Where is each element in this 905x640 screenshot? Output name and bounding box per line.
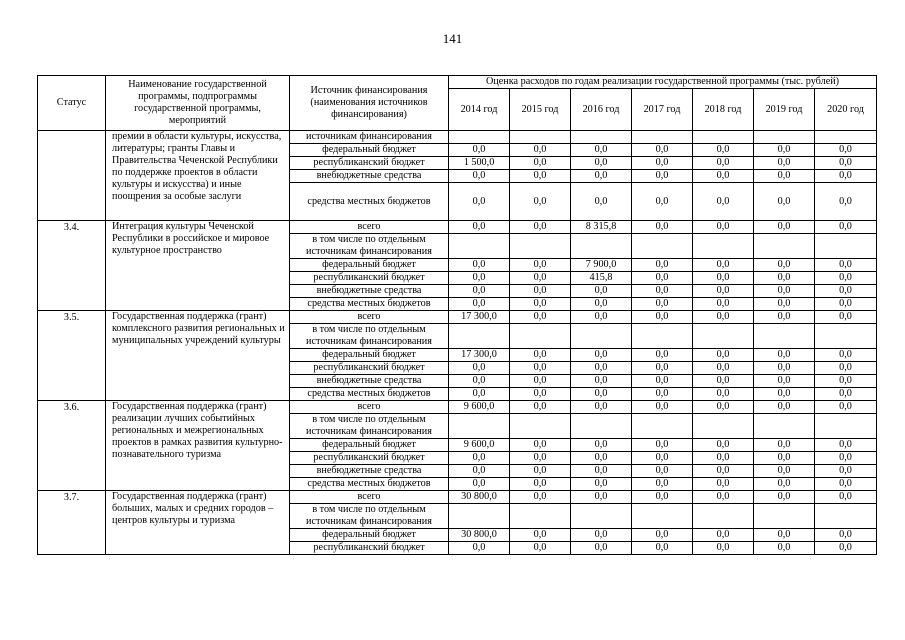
- value-cell: 0,0: [571, 144, 632, 157]
- value-cell: [632, 234, 693, 259]
- value-cell: [815, 324, 877, 349]
- value-cell: [571, 414, 632, 439]
- measure-name-cell: Государственная поддержка (грант) реализации лучших событийных региональных и межрегиональных проектов в рамках развития культурно-познавательного туризма: [106, 401, 290, 491]
- value-cell: 0,0: [449, 170, 510, 183]
- value-cell: 0,0: [754, 375, 815, 388]
- table-body: [38, 131, 877, 555]
- value-cell: 0,0: [632, 401, 693, 414]
- value-cell: 7 900,0: [571, 259, 632, 272]
- measure-name-cell: Государственная поддержка (грант) комплексного развития региональных и муниципальных учреждений культуры: [106, 311, 290, 401]
- value-cell: 0,0: [754, 388, 815, 401]
- value-cell: 0,0: [815, 349, 877, 362]
- value-cell: 0,0: [571, 285, 632, 298]
- value-cell: 0,0: [571, 362, 632, 375]
- value-cell: 0,0: [510, 170, 571, 183]
- funding-source-cell: федеральный бюджет: [290, 259, 449, 272]
- value-cell: 0,0: [510, 349, 571, 362]
- value-cell: 0,0: [754, 529, 815, 542]
- value-cell: 0,0: [693, 542, 754, 555]
- budget-table: [37, 75, 877, 555]
- value-cell: 0,0: [632, 349, 693, 362]
- header-estimate: Оценка расходов по годам реализации государственной программы (тыс. рублей): [449, 76, 877, 89]
- value-cell: 0,0: [632, 272, 693, 285]
- value-cell: 0,0: [754, 272, 815, 285]
- funding-source-cell: средства местных бюджетов: [290, 388, 449, 401]
- funding-source-cell: республиканский бюджет: [290, 157, 449, 170]
- value-cell: 0,0: [693, 157, 754, 170]
- value-cell: 0,0: [449, 542, 510, 555]
- status-cell: 3.6.: [38, 401, 106, 491]
- header-year: 2020 год: [815, 89, 877, 131]
- value-cell: 0,0: [632, 183, 693, 221]
- value-cell: 0,0: [632, 259, 693, 272]
- value-cell: 0,0: [632, 465, 693, 478]
- value-cell: 0,0: [693, 362, 754, 375]
- table-row: [38, 491, 877, 504]
- header-year: 2016 год: [571, 89, 632, 131]
- value-cell: 0,0: [510, 285, 571, 298]
- value-cell: 0,0: [754, 452, 815, 465]
- value-cell: 30 800,0: [449, 491, 510, 504]
- value-cell: 0,0: [815, 183, 877, 221]
- value-cell: 0,0: [632, 362, 693, 375]
- funding-source-cell: в том числе по отдельным источникам финансирования: [290, 324, 449, 349]
- value-cell: 0,0: [693, 285, 754, 298]
- value-cell: 1 500,0: [449, 157, 510, 170]
- value-cell: 0,0: [632, 491, 693, 504]
- value-cell: 0,0: [815, 157, 877, 170]
- value-cell: 0,0: [571, 491, 632, 504]
- measure-name-cell: премии в области культуры, искусства, литературы; гранты Главы и Правительства Чеченской Республики по поддержке проектов в области культуры и искусства) и иные поощрения за особые заслуги: [106, 131, 290, 221]
- value-cell: [510, 414, 571, 439]
- value-cell: [815, 131, 877, 144]
- funding-source-cell: внебюджетные средства: [290, 375, 449, 388]
- funding-source-cell: внебюджетные средства: [290, 170, 449, 183]
- value-cell: 0,0: [510, 542, 571, 555]
- value-cell: 0,0: [510, 157, 571, 170]
- value-cell: 0,0: [815, 285, 877, 298]
- value-cell: 0,0: [632, 221, 693, 234]
- value-cell: 0,0: [754, 542, 815, 555]
- header-year: 2018 год: [693, 89, 754, 131]
- funding-source-cell: республиканский бюджет: [290, 452, 449, 465]
- value-cell: 0,0: [632, 170, 693, 183]
- table-row: [38, 311, 877, 324]
- status-cell: 3.4.: [38, 221, 106, 311]
- value-cell: [754, 131, 815, 144]
- value-cell: 0,0: [510, 452, 571, 465]
- value-cell: [754, 234, 815, 259]
- value-cell: 0,0: [693, 183, 754, 221]
- value-cell: 0,0: [449, 465, 510, 478]
- value-cell: 0,0: [693, 298, 754, 311]
- funding-source-cell: в том числе по отдельным источникам финансирования: [290, 234, 449, 259]
- value-cell: 0,0: [693, 259, 754, 272]
- value-cell: 0,0: [632, 542, 693, 555]
- value-cell: 0,0: [815, 401, 877, 414]
- funding-source-cell: республиканский бюджет: [290, 272, 449, 285]
- value-cell: 0,0: [449, 285, 510, 298]
- value-cell: 0,0: [510, 491, 571, 504]
- value-cell: 0,0: [693, 401, 754, 414]
- value-cell: 0,0: [571, 388, 632, 401]
- funding-source-cell: республиканский бюджет: [290, 362, 449, 375]
- value-cell: 0,0: [693, 311, 754, 324]
- value-cell: 0,0: [693, 465, 754, 478]
- value-cell: 0,0: [754, 491, 815, 504]
- funding-source-cell: источникам финансирования: [290, 131, 449, 144]
- value-cell: 0,0: [632, 439, 693, 452]
- funding-source-cell: внебюджетные средства: [290, 285, 449, 298]
- value-cell: 0,0: [632, 529, 693, 542]
- value-cell: 0,0: [693, 388, 754, 401]
- header-year: 2015 год: [510, 89, 571, 131]
- value-cell: [632, 414, 693, 439]
- value-cell: [571, 324, 632, 349]
- value-cell: [693, 131, 754, 144]
- value-cell: 0,0: [632, 388, 693, 401]
- value-cell: 0,0: [815, 144, 877, 157]
- status-cell: 3.5.: [38, 311, 106, 401]
- value-cell: [449, 504, 510, 529]
- value-cell: 0,0: [632, 298, 693, 311]
- value-cell: [693, 414, 754, 439]
- funding-source-cell: всего: [290, 221, 449, 234]
- value-cell: 0,0: [815, 221, 877, 234]
- value-cell: [815, 504, 877, 529]
- value-cell: [754, 504, 815, 529]
- value-cell: [449, 414, 510, 439]
- value-cell: [632, 131, 693, 144]
- value-cell: 0,0: [815, 311, 877, 324]
- funding-source-cell: в том числе по отдельным источникам финансирования: [290, 414, 449, 439]
- value-cell: [571, 504, 632, 529]
- value-cell: 0,0: [754, 221, 815, 234]
- value-cell: 9 600,0: [449, 401, 510, 414]
- value-cell: 0,0: [510, 311, 571, 324]
- value-cell: 0,0: [571, 542, 632, 555]
- value-cell: 0,0: [754, 349, 815, 362]
- value-cell: [754, 324, 815, 349]
- value-cell: 0,0: [815, 298, 877, 311]
- value-cell: [815, 414, 877, 439]
- value-cell: 0,0: [754, 157, 815, 170]
- value-cell: 0,0: [449, 375, 510, 388]
- header-year: 2017 год: [632, 89, 693, 131]
- value-cell: 0,0: [449, 388, 510, 401]
- value-cell: 0,0: [754, 144, 815, 157]
- value-cell: 0,0: [571, 170, 632, 183]
- value-cell: [632, 504, 693, 529]
- value-cell: 0,0: [815, 491, 877, 504]
- value-cell: 0,0: [815, 388, 877, 401]
- value-cell: [510, 324, 571, 349]
- value-cell: 8 315,8: [571, 221, 632, 234]
- header-year: 2014 год: [449, 89, 510, 131]
- header-source: Источник финансирования (наименования источников финансирования): [290, 76, 449, 131]
- value-cell: 0,0: [510, 298, 571, 311]
- value-cell: 0,0: [693, 529, 754, 542]
- value-cell: 0,0: [815, 465, 877, 478]
- value-cell: 415,8: [571, 272, 632, 285]
- value-cell: 0,0: [510, 183, 571, 221]
- value-cell: 0,0: [815, 542, 877, 555]
- value-cell: 0,0: [815, 259, 877, 272]
- value-cell: 0,0: [449, 272, 510, 285]
- value-cell: [449, 131, 510, 144]
- value-cell: 0,0: [449, 144, 510, 157]
- value-cell: 0,0: [510, 529, 571, 542]
- value-cell: 0,0: [754, 259, 815, 272]
- value-cell: [815, 234, 877, 259]
- value-cell: 0,0: [754, 183, 815, 221]
- value-cell: 0,0: [815, 439, 877, 452]
- value-cell: 0,0: [693, 221, 754, 234]
- value-cell: 0,0: [754, 465, 815, 478]
- value-cell: [693, 234, 754, 259]
- value-cell: 0,0: [754, 170, 815, 183]
- value-cell: 0,0: [571, 452, 632, 465]
- value-cell: 0,0: [693, 375, 754, 388]
- measure-name-cell: Государственная поддержка (грант) больших, малых и средних городов – центров культуры и туризма: [106, 491, 290, 555]
- value-cell: 0,0: [571, 529, 632, 542]
- value-cell: [693, 324, 754, 349]
- value-cell: 0,0: [754, 478, 815, 491]
- value-cell: 0,0: [632, 375, 693, 388]
- value-cell: 0,0: [754, 285, 815, 298]
- value-cell: 17 300,0: [449, 311, 510, 324]
- value-cell: 0,0: [693, 491, 754, 504]
- funding-source-cell: всего: [290, 311, 449, 324]
- value-cell: 0,0: [815, 362, 877, 375]
- value-cell: 0,0: [693, 452, 754, 465]
- value-cell: 9 600,0: [449, 439, 510, 452]
- table-row: [38, 401, 877, 414]
- value-cell: 0,0: [632, 157, 693, 170]
- funding-source-cell: средства местных бюджетов: [290, 298, 449, 311]
- value-cell: 0,0: [571, 439, 632, 452]
- value-cell: 0,0: [571, 311, 632, 324]
- value-cell: 0,0: [571, 465, 632, 478]
- value-cell: 0,0: [510, 375, 571, 388]
- value-cell: 0,0: [571, 478, 632, 491]
- value-cell: 0,0: [571, 349, 632, 362]
- page-number: 141: [442, 31, 463, 46]
- value-cell: [510, 234, 571, 259]
- value-cell: [510, 504, 571, 529]
- value-cell: [571, 234, 632, 259]
- value-cell: 0,0: [510, 478, 571, 491]
- funding-source-cell: всего: [290, 491, 449, 504]
- value-cell: 30 800,0: [449, 529, 510, 542]
- value-cell: 0,0: [754, 311, 815, 324]
- value-cell: 0,0: [449, 221, 510, 234]
- value-cell: 0,0: [815, 478, 877, 491]
- funding-source-cell: средства местных бюджетов: [290, 183, 449, 221]
- value-cell: 0,0: [693, 439, 754, 452]
- value-cell: [754, 414, 815, 439]
- value-cell: 0,0: [815, 272, 877, 285]
- value-cell: 0,0: [571, 401, 632, 414]
- value-cell: 0,0: [693, 170, 754, 183]
- funding-source-cell: в том числе по отдельным источникам финансирования: [290, 504, 449, 529]
- value-cell: 0,0: [510, 272, 571, 285]
- table-row: [38, 221, 877, 234]
- value-cell: 0,0: [510, 259, 571, 272]
- value-cell: [449, 234, 510, 259]
- funding-source-cell: федеральный бюджет: [290, 144, 449, 157]
- value-cell: 0,0: [449, 183, 510, 221]
- funding-source-cell: федеральный бюджет: [290, 349, 449, 362]
- status-cell: [38, 131, 106, 221]
- value-cell: 0,0: [632, 285, 693, 298]
- value-cell: [632, 324, 693, 349]
- value-cell: 0,0: [449, 362, 510, 375]
- value-cell: 0,0: [449, 478, 510, 491]
- status-cell: 3.7.: [38, 491, 106, 555]
- header-status: Статус: [38, 76, 106, 131]
- funding-source-cell: внебюджетные средства: [290, 465, 449, 478]
- value-cell: 0,0: [571, 157, 632, 170]
- funding-source-cell: средства местных бюджетов: [290, 478, 449, 491]
- value-cell: 0,0: [510, 401, 571, 414]
- value-cell: [510, 131, 571, 144]
- value-cell: 0,0: [693, 272, 754, 285]
- value-cell: 0,0: [632, 478, 693, 491]
- funding-source-cell: всего: [290, 401, 449, 414]
- value-cell: 0,0: [510, 465, 571, 478]
- header-year: 2019 год: [754, 89, 815, 131]
- value-cell: 0,0: [693, 349, 754, 362]
- value-cell: 0,0: [510, 362, 571, 375]
- value-cell: 0,0: [510, 439, 571, 452]
- value-cell: 17 300,0: [449, 349, 510, 362]
- value-cell: 0,0: [449, 452, 510, 465]
- table-row: [38, 131, 877, 144]
- value-cell: 0,0: [632, 144, 693, 157]
- value-cell: 0,0: [510, 221, 571, 234]
- funding-source-cell: федеральный бюджет: [290, 529, 449, 542]
- value-cell: 0,0: [571, 183, 632, 221]
- value-cell: 0,0: [754, 298, 815, 311]
- value-cell: 0,0: [754, 439, 815, 452]
- value-cell: 0,0: [815, 375, 877, 388]
- header-name: Наименование государственной программы, подпрограммы государственной программы, мероприятий: [106, 76, 290, 131]
- value-cell: 0,0: [632, 311, 693, 324]
- value-cell: [449, 324, 510, 349]
- value-cell: [693, 504, 754, 529]
- value-cell: 0,0: [693, 144, 754, 157]
- table-header: [38, 76, 877, 131]
- value-cell: 0,0: [449, 259, 510, 272]
- value-cell: 0,0: [449, 298, 510, 311]
- value-cell: 0,0: [571, 298, 632, 311]
- value-cell: 0,0: [815, 529, 877, 542]
- value-cell: [571, 131, 632, 144]
- measure-name-cell: Интеграция культуры Чеченской Республики в российское и мировое культурное пространство: [106, 221, 290, 311]
- funding-source-cell: федеральный бюджет: [290, 439, 449, 452]
- funding-source-cell: республиканский бюджет: [290, 542, 449, 555]
- value-cell: 0,0: [754, 362, 815, 375]
- value-cell: 0,0: [571, 375, 632, 388]
- value-cell: 0,0: [693, 478, 754, 491]
- value-cell: 0,0: [510, 144, 571, 157]
- value-cell: 0,0: [632, 452, 693, 465]
- value-cell: 0,0: [754, 401, 815, 414]
- value-cell: 0,0: [815, 170, 877, 183]
- value-cell: 0,0: [510, 388, 571, 401]
- value-cell: 0,0: [815, 452, 877, 465]
